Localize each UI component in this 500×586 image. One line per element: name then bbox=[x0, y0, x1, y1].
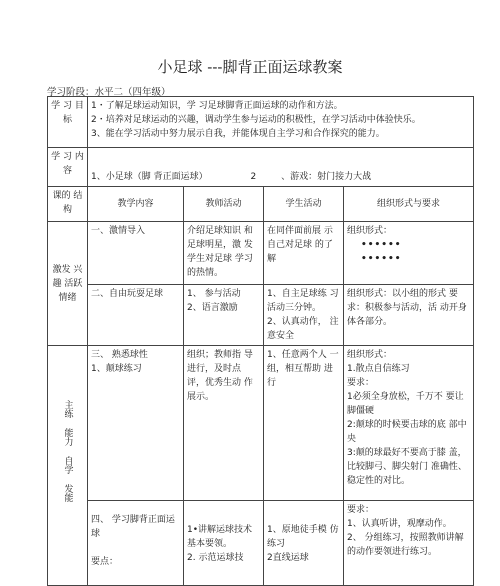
header-teacher: 教师活动 bbox=[184, 187, 264, 222]
warmup-row bbox=[48, 222, 474, 285]
row4-content: 四、 学习脚背正面运 球 bbox=[91, 515, 175, 539]
row1-teacher: 介绍足球知识 和足球明星，激 发学生对足球 学习的热情。 bbox=[184, 222, 264, 285]
content-row bbox=[48, 148, 474, 187]
row2-organization: 组织形式：以小组的形式 要求：积极参与活动，活 动开身体各部分。 bbox=[344, 285, 474, 346]
header-organization: 组织形式与要求 bbox=[344, 187, 474, 222]
row2-student: 1、自主足球练 习活动三分钟。 2、认真动作， 注意安全 bbox=[264, 285, 344, 346]
row1-org-title: 组织形式： bbox=[347, 226, 393, 236]
row3-teacher: 组织；教师指 导进行，及时点 评，优秀生动 作展示。 bbox=[184, 346, 264, 501]
dribble-row bbox=[48, 501, 474, 586]
learning-stage: 学习阶段：水平二（四年级） bbox=[47, 87, 171, 98]
goals-row bbox=[48, 97, 474, 148]
row3-organization: 组织形式： 1.散点自信练习 要求： 1必须全身放松，千万不 要让脚僵硬 2:颠球的时候要击球的底 部中央 3:颠的球最好不要高于膝 盖，比较脚弓、脚尖射门 准确性、稳定性的对比。 bbox=[344, 346, 474, 501]
content-number: 2 bbox=[250, 172, 257, 182]
content-label: 学 习 内 容 bbox=[48, 148, 88, 187]
header-student: 学生活动 bbox=[264, 187, 344, 222]
lesson-plan-table bbox=[47, 96, 474, 586]
header-row bbox=[48, 187, 474, 222]
row3-content: 三、 熟悉球性 1、颠球练习 bbox=[88, 346, 184, 501]
section1-label: 激发 兴 趣 活跃 情绪 bbox=[48, 222, 88, 346]
goals-cell bbox=[88, 97, 474, 148]
content-cell bbox=[88, 148, 474, 187]
content-item-1: 1、小足球（脚 背正面运球） bbox=[91, 172, 208, 182]
row4-student: 1、原地徒手模 仿练习 2直线运球 bbox=[264, 501, 344, 586]
goals-label: 学 习 目 标 bbox=[48, 97, 88, 148]
content-item-2: 、游戏：射门接力大战 bbox=[281, 172, 372, 182]
row2-teacher: 1、 参与活动 2、语言激励 bbox=[184, 285, 264, 346]
document-title: 小足球 ---脚背正面运球教案 bbox=[157, 58, 343, 76]
goal-item: 1・了解足球运动知识，学 习足球脚背正面运球的动作和方法。 bbox=[91, 101, 343, 111]
structure-label: 课的 结 构 bbox=[48, 187, 88, 222]
header-content: 教学内容 bbox=[88, 187, 184, 222]
row1-organization bbox=[344, 222, 474, 285]
goal-item: 2・培养对足球运动的兴趣，调动学生参与运动的积极性，在学习活动中体验快乐。 bbox=[91, 115, 421, 125]
ball-practice-row bbox=[48, 346, 474, 501]
goal-item: 3、能在学习活动中努力展示自我，并能体现自主学习和合作探究的能力。 bbox=[91, 129, 385, 139]
row1-student: 在同伴面前展 示自己对足球 的了解 bbox=[264, 222, 344, 285]
section2-label: 主练 能力 自学 发能 bbox=[62, 400, 73, 502]
formation-dots: •••••• bbox=[361, 254, 402, 264]
row4-teacher: 1•讲解运球技术基本要领。 2. 示范运球技 bbox=[184, 501, 264, 586]
row4-content-cell bbox=[88, 501, 184, 586]
row2-content: 二、自由玩耍足球 bbox=[88, 285, 184, 346]
row3-student: 1、任意两个人 一组，相互帮助 进行 bbox=[264, 346, 344, 501]
free-play-row bbox=[48, 285, 474, 346]
row1-content: 一、激情导入 bbox=[88, 222, 184, 285]
section2-label-cell bbox=[48, 346, 88, 586]
formation-dots: •••••• bbox=[361, 240, 402, 250]
row4-organization: 要求： 1、认真听讲，观摩动作。 2、 分组练习，按照教师讲解的动作要领进行练习。 bbox=[344, 501, 474, 586]
row4-content-note: 要点： bbox=[91, 557, 119, 567]
